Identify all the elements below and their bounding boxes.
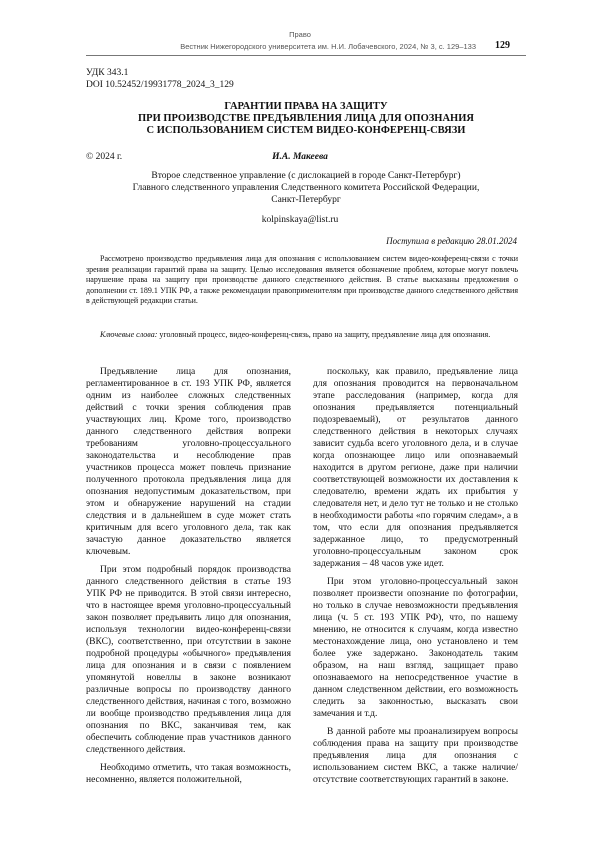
copyright: © 2024 г. [86, 152, 123, 162]
doi: DOI 10.52452/19931778_2024_3_129 [86, 80, 234, 90]
affiliation-line: Санкт-Петербург [271, 195, 341, 205]
header-journal: Вестник Нижегородского университета им. Н.И. Лобачевского, 2024, № 3, с. 129–133 [180, 42, 476, 51]
author-email[interactable]: kolpinskaya@list.ru [261, 215, 339, 225]
udk-code: УДК 343.1 [86, 68, 129, 78]
article-title [86, 101, 526, 137]
header-page-number: 129 [495, 40, 510, 51]
body-paragraph: В данной работе мы проанализируем вопросы соблюдения права на защиту при производстве предъявления лица для опознания с использованием систем ВКС, а также наличие/отсутствие соответствующих гарантий в законе. [313, 727, 518, 785]
body-paragraph: При этом подробный порядок производства данного следственного действия в статье 193 УПК РФ не приводится. В этой связи интересно, что в настоящее время уголовно-процессуальный закон позволяет предъявить лицо для опознания, используя технологии видео-конференц-связи (ВКС), соответственно, при отсутствии в законе подробной процедуры «обычного» предъявления лица для опознания и в связи с появлением упомянутой новеллы в законе возникают различные вопросы по производству данного следственного действия, начиная с того, возможно ли вообще производство предъявления лица для опознания по ВКС, заканчивая тем, как обеспечить соблюдение прав участников данного следственного действия. [86, 565, 291, 755]
received-date: Поступила в редакцию 28.01.2024 [386, 236, 517, 246]
body-column-right [313, 366, 518, 792]
title-line: С ИСПОЛЬЗОВАНИЕМ СИСТЕМ ВИДЕО-КОНФЕРЕНЦ-СВЯЗИ [146, 125, 466, 136]
title-line: ПРИ ПРОИЗВОДСТВЕ ПРЕДЪЯВЛЕНИЯ ЛИЦА ДЛЯ ОПОЗНАНИЯ [138, 113, 474, 124]
header-category: Право [289, 30, 311, 39]
body-paragraph: Необходимо отметить, что такая возможность, несомненно, является положительной, [86, 763, 291, 785]
author-name: И.А. Макеева [272, 152, 328, 162]
abstract: Рассмотрено производство предъявления лица для опознания с использованием систем видео-конференц-связи с точки зрения реализации гарантий права на защиту. Целью исследования является обозначение проблем, которые могут повлечь нарушение права на защиту при производстве данного следственного действия. В статье высказаны предложения о дополнении ст. 189.1 УПК РФ, а также рекомендации правоприменителям при производстве данного следственного действия в действующей редакции статьи. [86, 254, 518, 305]
article-meta [86, 67, 234, 91]
keywords [86, 330, 518, 341]
body-paragraph: При этом уголовно-процессуальный закон позволяет произвести опознание по фотографии, но только в случае невозможности предъявления лица (ч. 5 ст. 193 УПК РФ), что, по нашему мнению, не относится к случаям, когда известно местонахождение лица, оно установлено и тем более уже задержано. Законодатель таким образом, на наш взгляд, защищает право опознаваемого на непосредственное участие в данном следственном действии, его возможность следить за законностью, высказать свои замечания и т.д. [313, 577, 518, 719]
body-paragraph: поскольку, как правило, предъявление лица для опознания проводится на первоначальном этапе расследования (например, когда для опознания предъявляется потенциальный подозреваемый), от результатов данного следственного действия в некоторых случаях зависит судьба всего уголовного дела, и в случае когда опознающее лицо или опознаваемый находится в другом регионе, даже при наличии соответствующей возможности их доставления к следователю, времени ждать их прибытия у следователя нет, и дело тут не только и не столько в необходимости работы «по горячим следам», а в том, что если для опознания предъявляется задержанное лицо, то предусмотренный уголовно-процессуальным законом срок задержания – 48 часов уже идет. [313, 367, 518, 569]
body-column-left [86, 366, 291, 792]
affiliation-line: Главного следственного управления Следственного комитета Российской Федерации, [132, 183, 480, 193]
keywords-label: Ключевые слова: [100, 330, 158, 339]
title-line: ГАРАНТИИ ПРАВА НА ЗАЩИТУ [224, 101, 388, 112]
keywords-text: уголовный процесс, видео-конференц-связь, право на защиту, предъявление лица для опознания. [157, 330, 491, 339]
affiliation [86, 170, 526, 206]
header-rule [86, 55, 526, 56]
affiliation-line: Второе следственное управление (с дислокацией в городе Санкт-Петербург) [151, 171, 461, 181]
body-paragraph: Предъявление лица для опознания, регламентированное в ст. 193 УПК РФ, является одним из наиболее сложных следственных действий с точки зрения соблюдения прав участвующих лиц. Кроме того, производство данного следственного действия вопреки требованиям уголовно-процессуального законодательства и несоблюдение прав участников процесса может повлечь признание полученного протокола предъявления лица для опознания недопустимым доказательством, при этом и обнаружение нарушений на стадии следствия и в дальнейшем в суде может стать критичным для всего уголовного дела, так как зачастую данное доказательство является ключевым. [86, 367, 291, 557]
